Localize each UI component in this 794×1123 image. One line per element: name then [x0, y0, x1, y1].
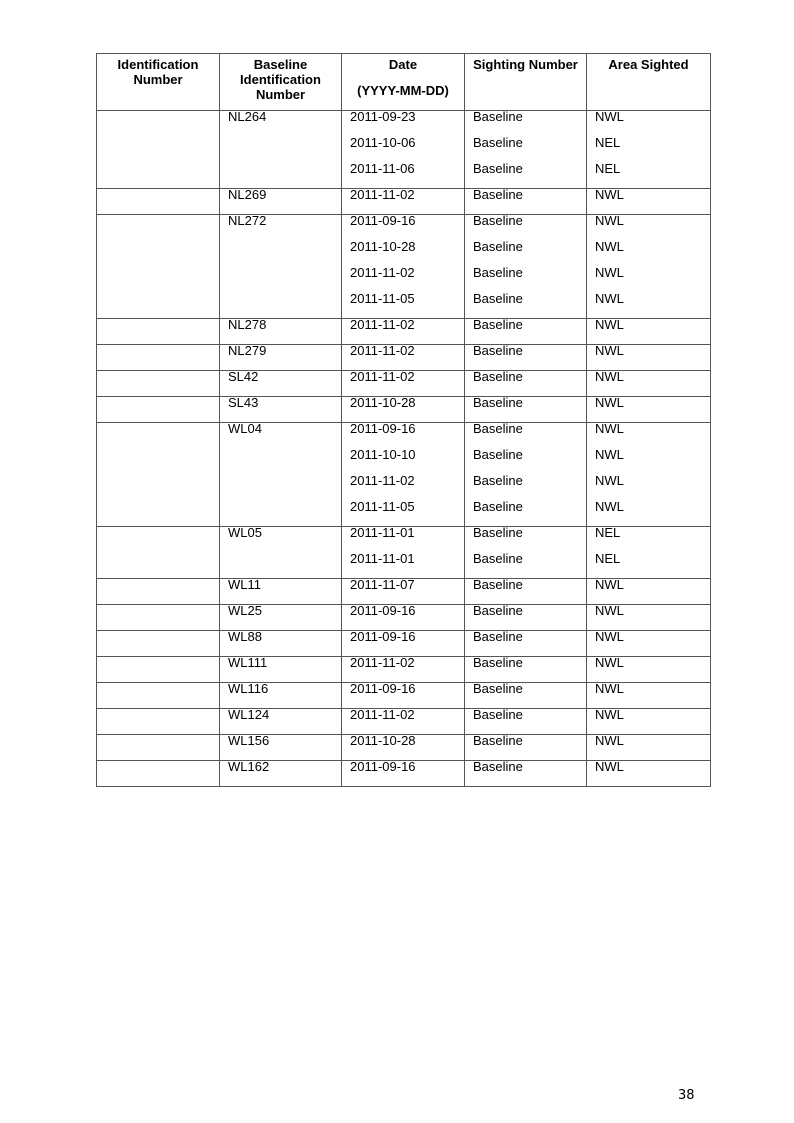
area-sighted: NWL: [595, 447, 624, 462]
sighting-date: 2011-11-02: [350, 343, 415, 358]
baseline-id-cell: [220, 423, 342, 527]
table-row: [97, 319, 711, 345]
area-sighted: NWL: [595, 369, 624, 384]
area-sighted: NWL: [595, 395, 624, 410]
sighting-number: Baseline: [473, 369, 523, 384]
baseline-id-cell: [220, 631, 342, 657]
table-row: [97, 215, 711, 319]
header-area-sighted: Area Sighted: [587, 54, 711, 111]
sighting-number-cell: [465, 189, 587, 215]
sighting-number: Baseline: [473, 759, 523, 774]
sighting-number: Baseline: [473, 473, 523, 488]
baseline-id: WL04: [228, 421, 262, 436]
sighting-number-cell: [465, 423, 587, 527]
baseline-id-cell: [220, 761, 342, 787]
sighting-number-cell: [465, 215, 587, 319]
area-sighted: NWL: [595, 187, 624, 202]
sighting-number-cell: [465, 631, 587, 657]
identification-number-cell: [97, 189, 220, 215]
baseline-id: WL05: [228, 525, 262, 540]
baseline-id: SL43: [228, 395, 259, 410]
identification-number-cell: [97, 683, 220, 709]
date-cell: [342, 319, 465, 345]
sighting-date: 2011-09-16: [350, 629, 416, 644]
table-row: [97, 111, 711, 189]
sighting-date: 2011-11-05: [350, 499, 415, 514]
sighting-date: 2011-11-02: [350, 655, 415, 670]
area-sighted-cell: [587, 735, 711, 761]
identification-number-cell: [97, 111, 220, 189]
date-cell: [342, 735, 465, 761]
sighting-number: Baseline: [473, 525, 523, 540]
sighting-number-cell: [465, 761, 587, 787]
identification-number: [105, 110, 219, 136]
table-row: [97, 657, 711, 683]
baseline-id: NL269: [228, 187, 267, 202]
date-cell: [342, 527, 465, 579]
date-cell: [342, 397, 465, 423]
area-sighted-cell: [587, 683, 711, 709]
sighting-number-cell: [465, 605, 587, 631]
sighting-date: 2011-11-02: [350, 317, 415, 332]
identification-number-cell: [97, 657, 220, 683]
baseline-id-cell: [220, 735, 342, 761]
table-row: [97, 761, 711, 787]
sighting-date: 2011-09-16: [350, 213, 416, 228]
area-sighted-cell: [587, 631, 711, 657]
area-sighted: NEL: [595, 135, 621, 150]
area-sighted-cell: [587, 527, 711, 579]
sighting-number: Baseline: [473, 291, 523, 306]
identification-number-cell: [97, 527, 220, 579]
identification-number: [105, 344, 219, 370]
baseline-id-cell: [220, 189, 342, 215]
sighting-number: Baseline: [473, 395, 523, 410]
area-sighted-cell: [587, 189, 711, 215]
sighting-number-cell: [465, 683, 587, 709]
baseline-id-cell: [220, 527, 342, 579]
baseline-id: SL42: [228, 369, 259, 384]
sighting-number: Baseline: [473, 577, 523, 592]
sighting-date: 2011-11-06: [350, 161, 415, 176]
sighting-number: Baseline: [473, 733, 523, 748]
sighting-number: Baseline: [473, 343, 523, 358]
sighting-date: 2011-09-16: [350, 681, 416, 696]
sighting-date: 2011-11-02: [350, 707, 415, 722]
sighting-date: 2011-11-05: [350, 291, 415, 306]
area-sighted: NWL: [595, 291, 624, 306]
area-sighted-cell: [587, 605, 711, 631]
baseline-id-cell: [220, 371, 342, 397]
sighting-number: Baseline: [473, 551, 523, 566]
area-sighted: NWL: [595, 473, 624, 488]
date-cell: [342, 709, 465, 735]
area-sighted-cell: [587, 371, 711, 397]
table-row: [97, 397, 711, 423]
area-sighted-cell: [587, 397, 711, 423]
baseline-id-cell: [220, 683, 342, 709]
area-sighted: NEL: [595, 161, 621, 176]
header-sighting-number: Sighting Number: [465, 54, 587, 111]
identification-number: [105, 656, 219, 682]
sighting-number-cell: [465, 657, 587, 683]
baseline-id-cell: [220, 657, 342, 683]
date-cell: [342, 215, 465, 319]
baseline-id: WL124: [228, 707, 270, 722]
identification-number: [105, 682, 219, 708]
baseline-id: WL156: [228, 733, 270, 748]
sighting-date: 2011-11-02: [350, 369, 415, 384]
sighting-date: 2011-11-01: [350, 551, 415, 566]
identification-number: [105, 318, 219, 344]
area-sighted: NWL: [595, 109, 624, 124]
sighting-number-cell: [465, 371, 587, 397]
area-sighted-cell: [587, 423, 711, 527]
area-sighted-cell: [587, 657, 711, 683]
area-sighted: NWL: [595, 317, 624, 332]
sighting-date: 2011-11-07: [350, 577, 415, 592]
baseline-id-cell: [220, 111, 342, 189]
area-sighted-cell: [587, 319, 711, 345]
area-sighted: NWL: [595, 629, 624, 644]
baseline-id: NL264: [228, 109, 267, 124]
identification-number: [105, 604, 219, 630]
date-cell: [342, 111, 465, 189]
area-sighted-cell: [587, 709, 711, 735]
identification-number-cell: [97, 761, 220, 787]
sighting-date: 2011-10-28: [350, 733, 416, 748]
baseline-id-cell: [220, 345, 342, 371]
area-sighted-cell: [587, 215, 711, 319]
sighting-number: Baseline: [473, 135, 523, 150]
identification-number-cell: [97, 371, 220, 397]
table-row: [97, 631, 711, 657]
sighting-number: Baseline: [473, 447, 523, 462]
header-baseline-identification-number: Baseline Identification Number: [220, 54, 342, 111]
sighting-number: Baseline: [473, 239, 523, 254]
table-row: [97, 735, 711, 761]
area-sighted-cell: [587, 761, 711, 787]
sighting-number-cell: [465, 579, 587, 605]
sighting-date: 2011-10-06: [350, 135, 416, 150]
sighting-number: Baseline: [473, 161, 523, 176]
identification-number-cell: [97, 709, 220, 735]
baseline-id-cell: [220, 709, 342, 735]
area-sighted: NWL: [595, 265, 624, 280]
baseline-id-cell: [220, 215, 342, 319]
identification-number: [105, 734, 219, 760]
area-sighted-cell: [587, 111, 711, 189]
identification-number: [105, 214, 219, 240]
baseline-id: NL279: [228, 343, 267, 358]
area-sighted: NWL: [595, 343, 624, 358]
table-row: [97, 189, 711, 215]
area-sighted: NWL: [595, 759, 624, 774]
identification-number-cell: [97, 215, 220, 319]
sighting-number: Baseline: [473, 499, 523, 514]
identification-number: [105, 396, 219, 422]
table-row: [97, 605, 711, 631]
identification-number-cell: [97, 579, 220, 605]
sighting-number-cell: [465, 527, 587, 579]
area-sighted-cell: [587, 345, 711, 371]
sighting-date: 2011-11-01: [350, 525, 415, 540]
baseline-id: NL278: [228, 317, 267, 332]
baseline-id: WL11: [228, 577, 261, 592]
sighting-number: Baseline: [473, 109, 523, 124]
date-cell: [342, 345, 465, 371]
area-sighted: NWL: [595, 421, 624, 436]
identification-number-cell: [97, 397, 220, 423]
sighting-number: Baseline: [473, 629, 523, 644]
date-cell: [342, 423, 465, 527]
table-row: [97, 709, 711, 735]
date-cell: [342, 189, 465, 215]
area-sighted-cell: [587, 579, 711, 605]
sightings-table: [96, 53, 711, 787]
sighting-date: 2011-09-16: [350, 759, 416, 774]
identification-number-cell: [97, 735, 220, 761]
area-sighted: NWL: [595, 213, 624, 228]
table-row: [97, 527, 711, 579]
area-sighted: NWL: [595, 707, 624, 722]
baseline-id: NL272: [228, 213, 267, 228]
date-cell: [342, 683, 465, 709]
sighting-number-cell: [465, 397, 587, 423]
page-number: 38: [678, 1088, 695, 1103]
baseline-id-cell: [220, 579, 342, 605]
sighting-number: Baseline: [473, 655, 523, 670]
sighting-number: Baseline: [473, 707, 523, 722]
sighting-date: 2011-11-02: [350, 265, 415, 280]
identification-number: [105, 708, 219, 734]
area-sighted: NWL: [595, 681, 624, 696]
identification-number-cell: [97, 319, 220, 345]
area-sighted: NWL: [595, 577, 624, 592]
area-sighted: NEL: [595, 525, 621, 540]
date-cell: [342, 579, 465, 605]
sighting-number: Baseline: [473, 681, 523, 696]
identification-number-cell: [97, 605, 220, 631]
header-identification-number: Identification Number: [97, 54, 220, 111]
sighting-number: Baseline: [473, 213, 523, 228]
sighting-date: 2011-09-16: [350, 603, 416, 618]
identification-number-cell: [97, 631, 220, 657]
sighting-number-cell: [465, 111, 587, 189]
identification-number-cell: [97, 423, 220, 527]
date-cell: [342, 605, 465, 631]
table-row: [97, 579, 711, 605]
identification-number: [105, 188, 219, 214]
header-date: Date (YYYY-MM-DD): [342, 54, 465, 111]
table-row: [97, 683, 711, 709]
table-header-row: [97, 54, 711, 111]
baseline-id: WL162: [228, 759, 270, 774]
sighting-date: 2011-10-28: [350, 239, 416, 254]
identification-number: [105, 630, 219, 656]
table-row: [97, 423, 711, 527]
sighting-date: 2011-10-28: [350, 395, 416, 410]
identification-number: [105, 370, 219, 396]
area-sighted: NWL: [595, 733, 624, 748]
area-sighted: NWL: [595, 239, 624, 254]
sighting-number-cell: [465, 709, 587, 735]
table-body: [97, 111, 711, 787]
baseline-id: WL116: [228, 681, 269, 696]
area-sighted: NWL: [595, 603, 624, 618]
sighting-number: Baseline: [473, 421, 523, 436]
identification-number: [105, 526, 219, 552]
area-sighted: NWL: [595, 655, 624, 670]
date-cell: [342, 657, 465, 683]
sighting-number: Baseline: [473, 187, 523, 202]
area-sighted: NEL: [595, 551, 621, 566]
identification-number-cell: [97, 345, 220, 371]
identification-number: [105, 422, 219, 448]
identification-number: [105, 578, 219, 604]
sighting-number-cell: [465, 345, 587, 371]
sighting-date: 2011-11-02: [350, 473, 415, 488]
sighting-number: Baseline: [473, 317, 523, 332]
baseline-id-cell: [220, 319, 342, 345]
sighting-date: 2011-09-23: [350, 109, 416, 124]
table-row: [97, 371, 711, 397]
table-row: [97, 345, 711, 371]
identification-number: [105, 760, 219, 786]
baseline-id: WL25: [228, 603, 262, 618]
date-cell: [342, 761, 465, 787]
baseline-id: WL88: [228, 629, 262, 644]
sighting-number-cell: [465, 735, 587, 761]
sighting-number-cell: [465, 319, 587, 345]
sighting-date: 2011-09-16: [350, 421, 416, 436]
sighting-date: 2011-11-02: [350, 187, 415, 202]
sighting-number: Baseline: [473, 603, 523, 618]
area-sighted: NWL: [595, 499, 624, 514]
sighting-date: 2011-10-10: [350, 447, 416, 462]
baseline-id-cell: [220, 605, 342, 631]
date-cell: [342, 371, 465, 397]
sighting-number: Baseline: [473, 265, 523, 280]
date-cell: [342, 631, 465, 657]
baseline-id-cell: [220, 397, 342, 423]
baseline-id: WL111: [228, 655, 268, 670]
